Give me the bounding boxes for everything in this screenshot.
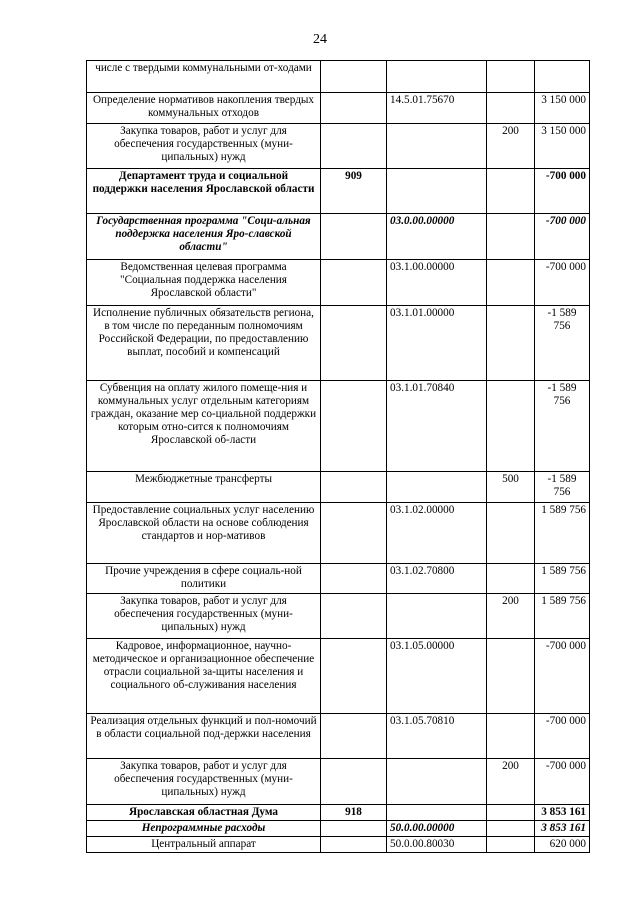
budget-table — [86, 60, 590, 853]
row-ved — [321, 381, 387, 472]
table-row — [87, 472, 590, 503]
row-name: Кадровое, информационное, научно-методическое и организационное обеспечение отрасли социальной за-щиты населения и социального об-служивания населения — [87, 639, 321, 714]
row-ret — [487, 381, 535, 472]
row-name: Ведомственная целевая программа "Социальная поддержка населения Ярославской области" — [87, 260, 321, 306]
row-ret — [487, 714, 535, 759]
row-ret: 200 — [487, 124, 535, 169]
row-code: 03.1.02.00000 — [387, 503, 487, 564]
row-sum: 1 589 756 — [535, 564, 590, 594]
page-number: 24 — [313, 32, 327, 47]
row-sum: 3 150 000 — [535, 124, 590, 169]
row-name: Предоставление социальных услуг населению Ярославской области на основе соблюдения стандартов и нор-мативов — [87, 503, 321, 564]
row-ved — [321, 472, 387, 503]
table-row — [87, 381, 590, 472]
row-ret — [487, 169, 535, 214]
row-code: 03.1.05.00000 — [387, 639, 487, 714]
row-code — [387, 169, 487, 214]
row-sum: -1 589 756 — [535, 472, 590, 503]
row-ret — [487, 61, 535, 93]
row-ret — [487, 805, 535, 821]
row-sum: -700 000 — [535, 169, 590, 214]
row-name: Непрограммные расходы — [87, 821, 321, 837]
row-ret — [487, 503, 535, 564]
row-name: Закупка товаров, работ и услуг для обеспечения государственных (муни-ципальных) нужд — [87, 759, 321, 805]
row-code: 03.1.00.00000 — [387, 260, 487, 306]
row-name: Закупка товаров, работ и услуг для обеспечения государственных (муни-ципальных) нужд — [87, 594, 321, 639]
row-sum: -1 589 756 — [535, 381, 590, 472]
row-code: 03.1.05.70810 — [387, 714, 487, 759]
row-sum: 3 853 161 — [535, 805, 590, 821]
row-sum: 1 589 756 — [535, 594, 590, 639]
row-name: Межбюджетные трансферты — [87, 472, 321, 503]
row-ret — [487, 639, 535, 714]
row-sum — [535, 61, 590, 93]
row-name: Центральный аппарат — [87, 837, 321, 853]
row-code: 50.0.00.00000 — [387, 821, 487, 837]
row-ved — [321, 759, 387, 805]
row-code — [387, 759, 487, 805]
row-code: 03.1.01.70840 — [387, 381, 487, 472]
table-row — [87, 564, 590, 594]
row-name: числе с твердыми коммунальными от-ходами — [87, 61, 321, 93]
table-row — [87, 93, 590, 124]
row-name: Ярославская областная Дума — [87, 805, 321, 821]
row-code: 03.0.00.00000 — [387, 214, 487, 260]
table-row — [87, 61, 590, 93]
row-name: Департамент труда и социальной поддержки населения Ярославской области — [87, 169, 321, 214]
table-row — [87, 124, 590, 169]
row-code: 03.1.02.70800 — [387, 564, 487, 594]
table-row-program — [87, 821, 590, 837]
table-row — [87, 503, 590, 564]
row-sum: -700 000 — [535, 260, 590, 306]
table-row — [87, 260, 590, 306]
row-code — [387, 472, 487, 503]
row-sum: -700 000 — [535, 714, 590, 759]
row-sum: 1 589 756 — [535, 503, 590, 564]
row-ved: 909 — [321, 169, 387, 214]
row-name: Исполнение публичных обязательств региона, в том числе по переданным полномочиям Российской Федерации, по предоставлению выплат, пособий и компенсаций — [87, 306, 321, 381]
row-ved — [321, 124, 387, 169]
row-code — [387, 124, 487, 169]
row-ved — [321, 93, 387, 124]
row-code: 14.5.01.75670 — [387, 93, 487, 124]
row-ved — [321, 639, 387, 714]
row-name: Государственная программа "Соци-альная поддержка населения Яро-славской области" — [87, 214, 321, 260]
row-ret — [487, 837, 535, 853]
row-code — [387, 594, 487, 639]
table-row — [87, 837, 590, 853]
row-ved: 918 — [321, 805, 387, 821]
row-ved — [321, 714, 387, 759]
row-sum: -700 000 — [535, 214, 590, 260]
row-code — [387, 805, 487, 821]
row-sum: -700 000 — [535, 759, 590, 805]
row-name: Прочие учреждения в сфере социаль-ной политики — [87, 564, 321, 594]
row-sum: 3 150 000 — [535, 93, 590, 124]
table-row-department — [87, 169, 590, 214]
row-sum: 3 853 161 — [535, 821, 590, 837]
table-row-program — [87, 214, 590, 260]
row-ret — [487, 260, 535, 306]
table-row — [87, 759, 590, 805]
row-code: 50.0.00.80030 — [387, 837, 487, 853]
row-ved — [321, 61, 387, 93]
row-code — [387, 61, 487, 93]
row-ret — [487, 564, 535, 594]
row-ret — [487, 821, 535, 837]
row-ret: 200 — [487, 759, 535, 805]
row-name: Определение нормативов накопления твердых коммунальных отходов — [87, 93, 321, 124]
table-row — [87, 714, 590, 759]
row-name: Реализация отдельных функций и пол-номочий в области социальной под-держки населения — [87, 714, 321, 759]
row-ret — [487, 214, 535, 260]
row-code: 03.1.01.00000 — [387, 306, 487, 381]
row-sum: 620 000 — [535, 837, 590, 853]
row-ved — [321, 306, 387, 381]
row-name: Закупка товаров, работ и услуг для обеспечения государственных (муни-ципальных) нужд — [87, 124, 321, 169]
table-row-department — [87, 805, 590, 821]
row-ret: 200 — [487, 594, 535, 639]
row-name: Субвенция на оплату жилого помеще-ния и коммунальных услуг отдельным категориям граждан, оказание мер со-циальной поддержки которым отно-сится к полномочиям Ярославской об-ласти — [87, 381, 321, 472]
row-ved — [321, 503, 387, 564]
row-ved — [321, 564, 387, 594]
row-ved — [321, 214, 387, 260]
table-row — [87, 306, 590, 381]
row-ved — [321, 821, 387, 837]
row-ved — [321, 594, 387, 639]
table-row — [87, 639, 590, 714]
row-ret — [487, 306, 535, 381]
row-ved — [321, 260, 387, 306]
row-sum: -700 000 — [535, 639, 590, 714]
row-ret: 500 — [487, 472, 535, 503]
row-ved — [321, 837, 387, 853]
row-ret — [487, 93, 535, 124]
row-sum: -1 589 756 — [535, 306, 590, 381]
table-row — [87, 594, 590, 639]
